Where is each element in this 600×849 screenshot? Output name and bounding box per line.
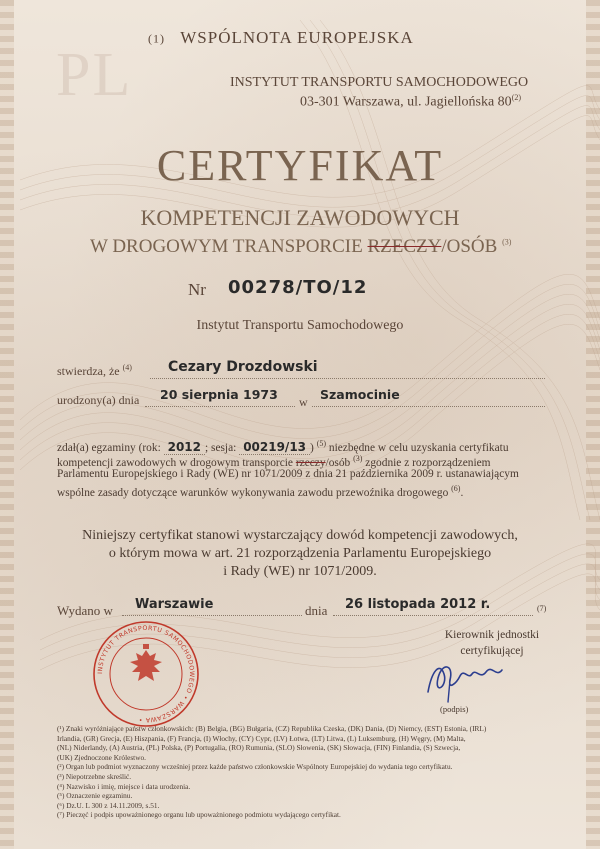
- exam-year: 2012: [164, 440, 205, 455]
- issued-date-dotline: [333, 615, 533, 616]
- subtitle-prefix: W DROGOWYM TRANSPORCIE: [90, 236, 363, 257]
- birth-w-label: w: [299, 395, 308, 409]
- footnote-line: (⁶) Dz.U. L 300 z 14.11.2009, s.51.: [57, 800, 160, 810]
- footnote-line: Irlandia, (GR) Grecja, (E) Hiszpania, (F) Francja, (I) Włochy, (CY) Cypr, (LV) Łotwa, (LT) Litwa, (L) Luksemburg, (H) Węgry, (M) Malta,: [57, 733, 466, 743]
- footnote-line: (⁷) Pieczęć i podpis upoważnionego organu lub upoważnionego podmiotu wydającego certyfikat.: [57, 810, 341, 820]
- footnote-ref: (1): [148, 31, 165, 46]
- exam-line2-a: kompetencji zawodowych w drogowym transporcie: [57, 456, 293, 469]
- address-ref: (2): [511, 93, 522, 102]
- certificate-number: 00278/TO/12: [228, 277, 368, 298]
- exam-line-4: [57, 482, 463, 500]
- holder-label: [57, 363, 132, 379]
- official-stamp: [92, 620, 200, 728]
- footnote-line: (³) Niepotrzebne skreślić.: [57, 771, 132, 781]
- footnote-line: (NL) Niderlandy, (A) Austria, (PL) Polska, (P) Portugalia, (RO) Rumunia, (SLO) Słowenia, (SK) Słowacja, (FIN) Finlandia, (S) Szwecja,: [57, 743, 461, 753]
- exam-ref-6: (6): [451, 484, 461, 493]
- exam-line4-text: wspólne zasady dotyczące warunków wykonywania zawodu przewoźnika drogowego: [57, 486, 449, 499]
- watermark-pl: PL: [56, 41, 133, 109]
- subtitle-suffix: /OSÓB: [441, 236, 498, 257]
- birth-date: 20 sierpnia 1973: [160, 387, 278, 402]
- subtitle-struck: RZECZY: [367, 236, 442, 257]
- signatory-line-2: certyfikującej: [460, 645, 524, 657]
- holder-dotline: [150, 378, 545, 379]
- exam-text-c: ): [310, 441, 314, 454]
- exam-ref-5: (5): [316, 439, 327, 448]
- footnote-line: (²) Organ lub podmiot wyznaczony wcześniej przez każde państwo członkowskie Wspólnoty Europejskiej do wydania tego certyfikatu.: [57, 762, 453, 772]
- statement-line-1: Niniejszy certyfikat stanowi wystarczający dowód kompetencji zawodowych,: [82, 528, 518, 543]
- exam-line-3: Parlamentu Europejskiego i Rady (WE) nr 1071/2009 z dnia 21 października 2009 r. ustanawiającym: [57, 468, 519, 480]
- institute-name: INSTYTUT TRANSPORTU SAMOCHODOWEGO: [230, 75, 529, 90]
- signatory-line-1: Kierownik jednostki: [444, 629, 540, 641]
- exam-text-b: ; sesja:: [205, 441, 237, 454]
- statement-line-3: i Rady (WE) nr 1071/2009.: [223, 564, 377, 579]
- handwritten-signature: [410, 650, 530, 710]
- eagle-emblem-icon: [130, 644, 162, 681]
- birth-date-dotline: [145, 406, 295, 407]
- issued-ref: (7): [537, 604, 547, 613]
- certificate-subtitle-2: [90, 236, 511, 258]
- exam-line4-end: .: [460, 486, 464, 499]
- footnotes: [57, 724, 577, 820]
- subtitle-ref: (3): [502, 237, 512, 247]
- community-label: WSPÓLNOTA EUROPEJSKA: [180, 28, 414, 47]
- holder-ref: (4): [122, 363, 132, 372]
- issued-place-dotline: [122, 615, 302, 616]
- exam-line2-c: zgodnie z rozporządzeniem: [365, 456, 491, 469]
- stamp-text: INSTYTUT TRANSPORTU SAMOCHODOWEGO • WARSZAWA •: [96, 624, 196, 724]
- certificate-subtitle-1: KOMPETENCJI ZAWODOWYCH: [140, 205, 460, 230]
- birth-place-dotline: [312, 406, 545, 407]
- footnote-line: (⁵) Oznaczenie egzaminu.: [57, 791, 133, 801]
- address-text: 03-301 Warszawa, ul. Jagiellońska 80: [300, 94, 512, 110]
- header-community: [148, 28, 414, 48]
- birth-label: urodzony(a) dnia: [57, 393, 140, 407]
- exam-text-a: zdał(a) egzaminy (rok:: [57, 441, 161, 454]
- issued-place: Warszawie: [135, 597, 214, 612]
- issued-date-label: dnia: [305, 603, 328, 618]
- holder-label-text: stwierdza, że: [57, 364, 120, 378]
- footnote-line: (⁴) Nazwisko i imię, miejsce i data urodzenia.: [57, 781, 191, 791]
- number-label: Nr: [188, 280, 206, 299]
- exam-ref-3: (3): [353, 454, 363, 463]
- footnote-line: (¹) Znaki wyróżniające państw członkowskich: (B) Belgia, (BG) Bułgaria, (CZ) Republika Czeska, (DK) Dania, (D) Niemcy, (EST) Estonia, (IRL): [57, 724, 487, 733]
- footnote-line: (UK) Zjednoczone Królestwo.: [57, 752, 146, 762]
- exam-text-d: niezbędne w celu uzyskania certyfikatu: [328, 441, 509, 454]
- holder-name: Cezary Drozdowski: [168, 359, 318, 375]
- birth-place: Szamocinie: [320, 387, 400, 402]
- statement-line-2: o którym mowa w art. 21 rozporządzenia Parlamentu Europejskiego: [108, 546, 492, 561]
- institute-address: [300, 93, 521, 111]
- certificate-title: CERTYFIKAT: [156, 141, 444, 190]
- exam-session: 00219/13: [239, 440, 310, 455]
- issuer-line: Instytut Transportu Samochodowego: [196, 318, 404, 333]
- issued-date: 26 listopada 2012 r.: [345, 597, 491, 612]
- issued-label: Wydano w: [57, 603, 113, 618]
- signature-caption: (podpis): [440, 704, 469, 714]
- exam-line2-struck: rzeczy: [295, 456, 326, 469]
- exam-line2-b: /osób: [325, 456, 351, 469]
